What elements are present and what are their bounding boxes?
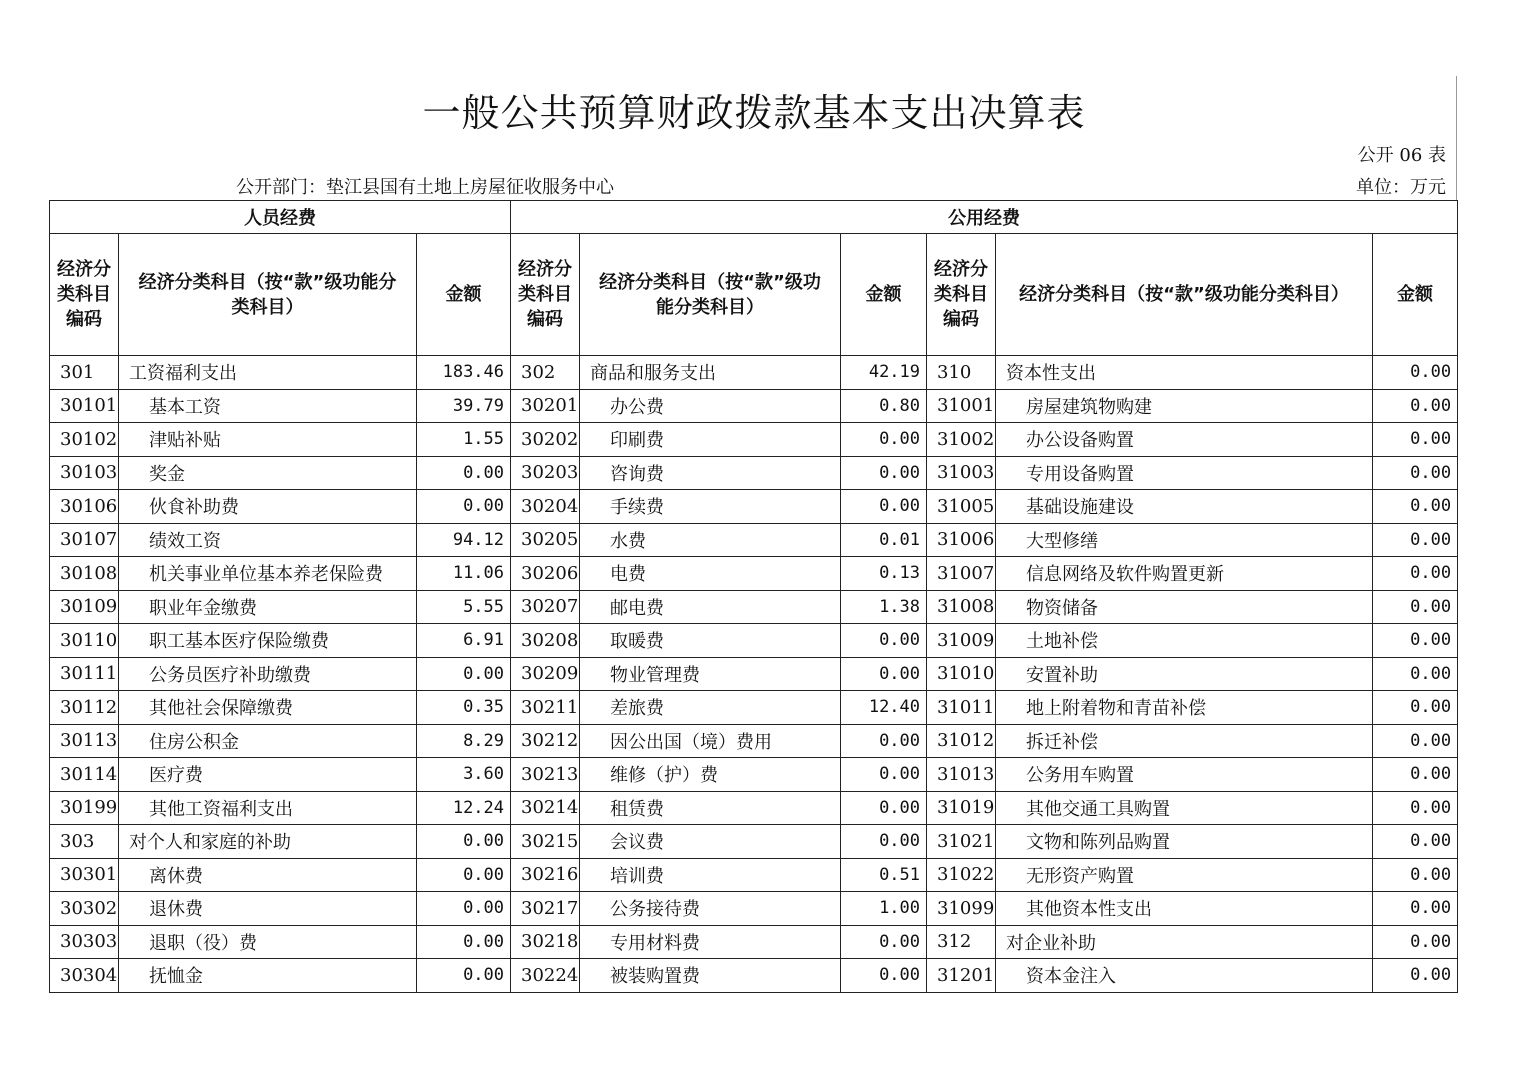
table-row [50, 456, 1458, 490]
cell-amount: 0.00 [1373, 925, 1458, 959]
cell-code: 30208 [511, 624, 580, 658]
cell-amount: 0.00 [841, 825, 927, 859]
col-name-2: 经济分类科目（按“款”级功能分类科目） [580, 234, 841, 356]
cell-amount: 6.91 [417, 624, 511, 658]
cell-code: 30211 [511, 691, 580, 725]
cell-code: 31005 [927, 490, 996, 524]
table-row [50, 557, 1458, 591]
col-code-2: 经济分类科目编码 [511, 234, 580, 356]
cell-name: 商品和服务支出 [580, 356, 841, 390]
cell-name: 职工基本医疗保险缴费 [119, 624, 417, 658]
cell-amount: 94.12 [417, 523, 511, 557]
cell-code: 30213 [511, 758, 580, 792]
cell-name: 地上附着物和青苗补偿 [996, 691, 1373, 725]
cell-code: 30203 [511, 456, 580, 490]
cell-name: 对企业补助 [996, 925, 1373, 959]
cell-amount: 0.00 [1373, 456, 1458, 490]
cell-amount: 0.00 [417, 825, 511, 859]
cell-code: 30204 [511, 490, 580, 524]
table-row [50, 959, 1458, 993]
cell-code: 31010 [927, 657, 996, 691]
table-row [50, 758, 1458, 792]
cell-code: 30302 [50, 892, 119, 926]
cell-amount: 0.00 [841, 791, 927, 825]
cell-code: 31099 [927, 892, 996, 926]
col-name-3: 经济分类科目（按“款”级功能分类科目） [996, 234, 1373, 356]
page-title: 一般公共预算财政拨款基本支出决算表 [422, 91, 1086, 135]
table-row [50, 657, 1458, 691]
cell-amount: 12.40 [841, 691, 927, 725]
cell-name: 抚恤金 [119, 959, 417, 993]
cell-code: 303 [50, 825, 119, 859]
cell-amount: 0.00 [417, 657, 511, 691]
col-amount-2: 金额 [841, 234, 927, 356]
col-name-1: 经济分类科目（按“款”级功能分类科目） [119, 234, 417, 356]
cell-amount: 1.55 [417, 423, 511, 457]
cell-name: 差旅费 [580, 691, 841, 725]
cell-amount: 0.00 [417, 959, 511, 993]
cell-name: 电费 [580, 557, 841, 591]
cell-code: 30216 [511, 858, 580, 892]
department-label: 公开部门：垫江县国有土地上房屋征收服务中心 [236, 177, 614, 198]
cell-name: 津贴补贴 [119, 423, 417, 457]
cell-code: 30201 [511, 389, 580, 423]
cell-name: 信息网络及软件购置更新 [996, 557, 1373, 591]
cell-name: 工资福利支出 [119, 356, 417, 390]
cell-amount: 1.38 [841, 590, 927, 624]
cell-code: 30303 [50, 925, 119, 959]
cell-code: 30217 [511, 892, 580, 926]
cell-amount: 3.60 [417, 758, 511, 792]
cell-name: 办公设备购置 [996, 423, 1373, 457]
cell-name: 土地补偿 [996, 624, 1373, 658]
cell-code: 30215 [511, 825, 580, 859]
cell-code: 31019 [927, 791, 996, 825]
cell-amount: 0.00 [841, 758, 927, 792]
cell-name: 住房公积金 [119, 724, 417, 758]
table-row [50, 691, 1458, 725]
cell-code: 31013 [927, 758, 996, 792]
cell-name: 水费 [580, 523, 841, 557]
cell-name: 基本工资 [119, 389, 417, 423]
cell-amount: 0.13 [841, 557, 927, 591]
cell-code: 31003 [927, 456, 996, 490]
section-personnel: 人员经费 [50, 201, 511, 234]
cell-code: 30212 [511, 724, 580, 758]
cell-name: 专用设备购置 [996, 456, 1373, 490]
cell-name: 拆迁补偿 [996, 724, 1373, 758]
cell-name: 安置补助 [996, 657, 1373, 691]
cell-amount: 0.00 [1373, 858, 1458, 892]
cell-amount: 11.06 [417, 557, 511, 591]
cell-code: 30207 [511, 590, 580, 624]
cell-amount: 0.00 [417, 892, 511, 926]
cell-amount: 0.00 [417, 490, 511, 524]
cell-name: 房屋建筑物购建 [996, 389, 1373, 423]
cell-code: 30106 [50, 490, 119, 524]
form-number: 公开 06 表 [1357, 145, 1446, 166]
cell-name: 伙食补助费 [119, 490, 417, 524]
cell-code: 30304 [50, 959, 119, 993]
cell-name: 租赁费 [580, 791, 841, 825]
cell-name: 退休费 [119, 892, 417, 926]
cell-name: 其他交通工具购置 [996, 791, 1373, 825]
cell-code: 30114 [50, 758, 119, 792]
col-amount-1: 金额 [417, 234, 511, 356]
cell-name: 被装购置费 [580, 959, 841, 993]
table-row [50, 624, 1458, 658]
table-row [50, 925, 1458, 959]
cell-name: 文物和陈列品购置 [996, 825, 1373, 859]
cell-name: 退职（役）费 [119, 925, 417, 959]
cell-code: 30214 [511, 791, 580, 825]
cell-amount: 0.80 [841, 389, 927, 423]
cell-amount: 0.00 [1373, 825, 1458, 859]
table-row [50, 523, 1458, 557]
cell-name: 手续费 [580, 490, 841, 524]
cell-amount: 5.55 [417, 590, 511, 624]
cell-name: 物业管理费 [580, 657, 841, 691]
cell-amount: 0.00 [1373, 758, 1458, 792]
cell-amount: 0.00 [1373, 523, 1458, 557]
cell-name: 机关事业单位基本养老保险费 [119, 557, 417, 591]
cell-code: 31011 [927, 691, 996, 725]
cell-name: 奖金 [119, 456, 417, 490]
section-header-row [50, 201, 1458, 234]
cell-code: 30112 [50, 691, 119, 725]
cell-code: 30301 [50, 858, 119, 892]
table-row [50, 356, 1458, 390]
cell-amount: 39.79 [417, 389, 511, 423]
cell-code: 30107 [50, 523, 119, 557]
cell-code: 31007 [927, 557, 996, 591]
cell-code: 31012 [927, 724, 996, 758]
cell-name: 咨询费 [580, 456, 841, 490]
cell-code: 30202 [511, 423, 580, 457]
cell-amount: 0.00 [1373, 691, 1458, 725]
cell-amount: 0.00 [1373, 557, 1458, 591]
cell-name: 培训费 [580, 858, 841, 892]
cell-name: 维修（护）费 [580, 758, 841, 792]
col-code-3: 经济分类科目编码 [927, 234, 996, 356]
cell-code: 30110 [50, 624, 119, 658]
cell-code: 30224 [511, 959, 580, 993]
cell-amount: 0.01 [841, 523, 927, 557]
cell-code: 30205 [511, 523, 580, 557]
cell-amount: 0.00 [841, 657, 927, 691]
cell-amount: 0.00 [841, 925, 927, 959]
cell-name: 公务员医疗补助缴费 [119, 657, 417, 691]
col-amount-3: 金额 [1373, 234, 1458, 356]
cell-code: 31022 [927, 858, 996, 892]
cell-amount: 0.00 [1373, 490, 1458, 524]
table-row [50, 590, 1458, 624]
cell-name: 办公费 [580, 389, 841, 423]
cell-name: 职业年金缴费 [119, 590, 417, 624]
cell-code: 30209 [511, 657, 580, 691]
cell-code: 31008 [927, 590, 996, 624]
cell-amount: 0.00 [1373, 791, 1458, 825]
cell-code: 30108 [50, 557, 119, 591]
cell-name: 其他工资福利支出 [119, 791, 417, 825]
cell-amount: 0.00 [841, 624, 927, 658]
cell-amount: 0.00 [841, 959, 927, 993]
cell-name: 物资储备 [996, 590, 1373, 624]
cell-code: 30199 [50, 791, 119, 825]
cell-name: 资本金注入 [996, 959, 1373, 993]
cell-amount: 8.29 [417, 724, 511, 758]
table-row [50, 892, 1458, 926]
cell-name: 医疗费 [119, 758, 417, 792]
cell-code: 312 [927, 925, 996, 959]
cell-code: 31006 [927, 523, 996, 557]
cell-code: 30218 [511, 925, 580, 959]
cell-amount: 0.00 [841, 456, 927, 490]
cell-name: 公务接待费 [580, 892, 841, 926]
cell-code: 31009 [927, 624, 996, 658]
cell-code: 30101 [50, 389, 119, 423]
cell-code: 31001 [927, 389, 996, 423]
cell-name: 基础设施建设 [996, 490, 1373, 524]
table-row [50, 423, 1458, 457]
cell-name: 绩效工资 [119, 523, 417, 557]
cell-amount: 0.00 [841, 724, 927, 758]
cell-code: 30113 [50, 724, 119, 758]
cell-name: 公务用车购置 [996, 758, 1373, 792]
cell-name: 其他资本性支出 [996, 892, 1373, 926]
cell-code: 30111 [50, 657, 119, 691]
column-header-row [50, 234, 1458, 356]
table-row [50, 825, 1458, 859]
cell-name: 邮电费 [580, 590, 841, 624]
cell-amount: 0.00 [1373, 389, 1458, 423]
cell-name: 无形资产购置 [996, 858, 1373, 892]
table-row [50, 724, 1458, 758]
cell-code: 310 [927, 356, 996, 390]
cell-amount: 0.00 [1373, 590, 1458, 624]
cell-amount: 183.46 [417, 356, 511, 390]
cell-name: 资本性支出 [996, 356, 1373, 390]
cell-code: 31002 [927, 423, 996, 457]
cell-name: 因公出国（境）费用 [580, 724, 841, 758]
cell-amount: 1.00 [841, 892, 927, 926]
table-row [50, 389, 1458, 423]
cell-amount: 0.00 [1373, 356, 1458, 390]
cell-code: 301 [50, 356, 119, 390]
table-body [50, 356, 1458, 993]
cell-amount: 12.24 [417, 791, 511, 825]
cell-code: 30102 [50, 423, 119, 457]
cell-amount: 0.00 [1373, 423, 1458, 457]
cell-name: 对个人和家庭的补助 [119, 825, 417, 859]
cell-name: 会议费 [580, 825, 841, 859]
table-row [50, 490, 1458, 524]
cell-amount: 0.00 [1373, 657, 1458, 691]
cell-code: 30109 [50, 590, 119, 624]
cell-name: 大型修缮 [996, 523, 1373, 557]
cell-code: 30103 [50, 456, 119, 490]
cell-name: 印刷费 [580, 423, 841, 457]
unit-label: 单位：万元 [1356, 177, 1446, 198]
expenditure-table [49, 200, 1458, 993]
cell-amount: 0.00 [841, 490, 927, 524]
cell-code: 30206 [511, 557, 580, 591]
cell-amount: 0.35 [417, 691, 511, 725]
cell-amount: 0.00 [417, 925, 511, 959]
table-row [50, 858, 1458, 892]
cell-amount: 0.00 [841, 423, 927, 457]
section-public: 公用经费 [511, 201, 1458, 234]
cell-amount: 0.00 [1373, 724, 1458, 758]
cell-name: 离休费 [119, 858, 417, 892]
cell-code: 302 [511, 356, 580, 390]
cell-amount: 0.00 [1373, 892, 1458, 926]
col-code-1: 经济分类科目编码 [50, 234, 119, 356]
cell-amount: 0.00 [1373, 959, 1458, 993]
cell-amount: 0.51 [841, 858, 927, 892]
cell-name: 专用材料费 [580, 925, 841, 959]
cell-amount: 0.00 [417, 858, 511, 892]
cell-code: 31021 [927, 825, 996, 859]
cell-amount: 0.00 [417, 456, 511, 490]
cell-name: 其他社会保障缴费 [119, 691, 417, 725]
cell-code: 31201 [927, 959, 996, 993]
cell-amount: 0.00 [1373, 624, 1458, 658]
table-row [50, 791, 1458, 825]
cell-name: 取暖费 [580, 624, 841, 658]
cell-amount: 42.19 [841, 356, 927, 390]
